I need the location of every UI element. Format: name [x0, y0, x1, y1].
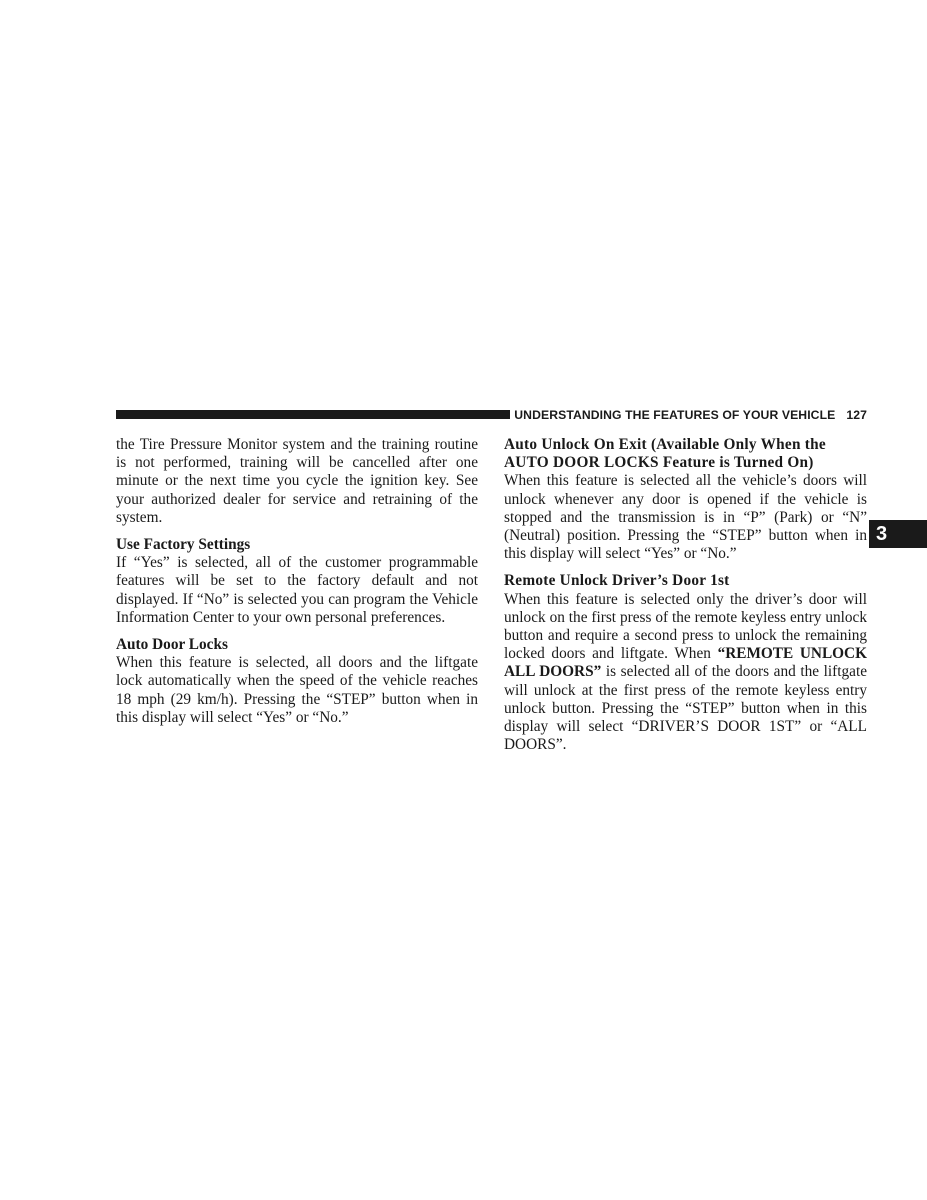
header-rule [116, 410, 510, 419]
auto-door-locks-heading: Auto Door Locks [116, 636, 228, 654]
remote-unlock-text-2: is selected all of the doors and the liftgate will unlock at the first press of the remote keyless entry unlock button. Pressing the “STEP” button when in this display will select “DRIVER’S DOOR 1ST” or “ALL DOORS”. [504, 663, 867, 754]
auto-unlock-paragraph: When this feature is selected all the vehicle’s doors will unlock whenever any door is opened if the vehicle is stopped and the transmission is in “P” (Park) or “N” (Neutral) position. Pressing the “STEP” button when in this display will select “Yes” or “No.” [504, 472, 867, 563]
factory-settings-heading: Use Factory Settings [116, 536, 251, 554]
auto-unlock-heading [504, 436, 867, 472]
factory-settings-paragraph: If “Yes” is selected, all of the customer programmable features will be set to the factory default and not displayed. If “No” is selected you can program the Vehicle Information Center to your own personal preferences. [116, 554, 478, 626]
remote-unlock-heading: Remote Unlock Driver’s Door 1st [504, 572, 730, 590]
remote-unlock-emphasis: “REMOTE UNLOCK ALL DOORS” [504, 645, 868, 681]
chapter-tab: 3 [869, 520, 927, 548]
remote-unlock-text-1: When this feature is selected only the driver’s door will unlock on the first press of the remote keyless entry unlock button and require a second press to unlock the remaining locked doors and liftgate. When [504, 590, 867, 663]
remote-unlock-paragraph [504, 591, 867, 755]
auto-unlock-heading-line1: Auto Unlock On Exit (Available Only When the [504, 436, 826, 453]
auto-unlock-heading-line2: AUTO DOOR LOCKS Feature is Turned On) [504, 454, 814, 472]
intro-paragraph: the Tire Pressure Monitor system and the training routine is not performed, training will be cancelled after one minute or the next time you cycle the ignition key. See your authorized dealer for service and retraining of the system. [116, 436, 478, 526]
auto-door-locks-paragraph: When this feature is selected, all doors and the liftgate lock automatically when the speed of the vehicle reaches 18 mph (29 km/h). Pressing the “STEP” button when in this display will select “Yes” or “No.” [116, 654, 478, 726]
section-title: UNDERSTANDING THE FEATURES OF YOUR VEHICLE [514, 408, 836, 422]
running-header [516, 406, 867, 424]
page-number: 127 [846, 408, 867, 422]
right-column [504, 436, 867, 754]
left-column [116, 436, 478, 727]
